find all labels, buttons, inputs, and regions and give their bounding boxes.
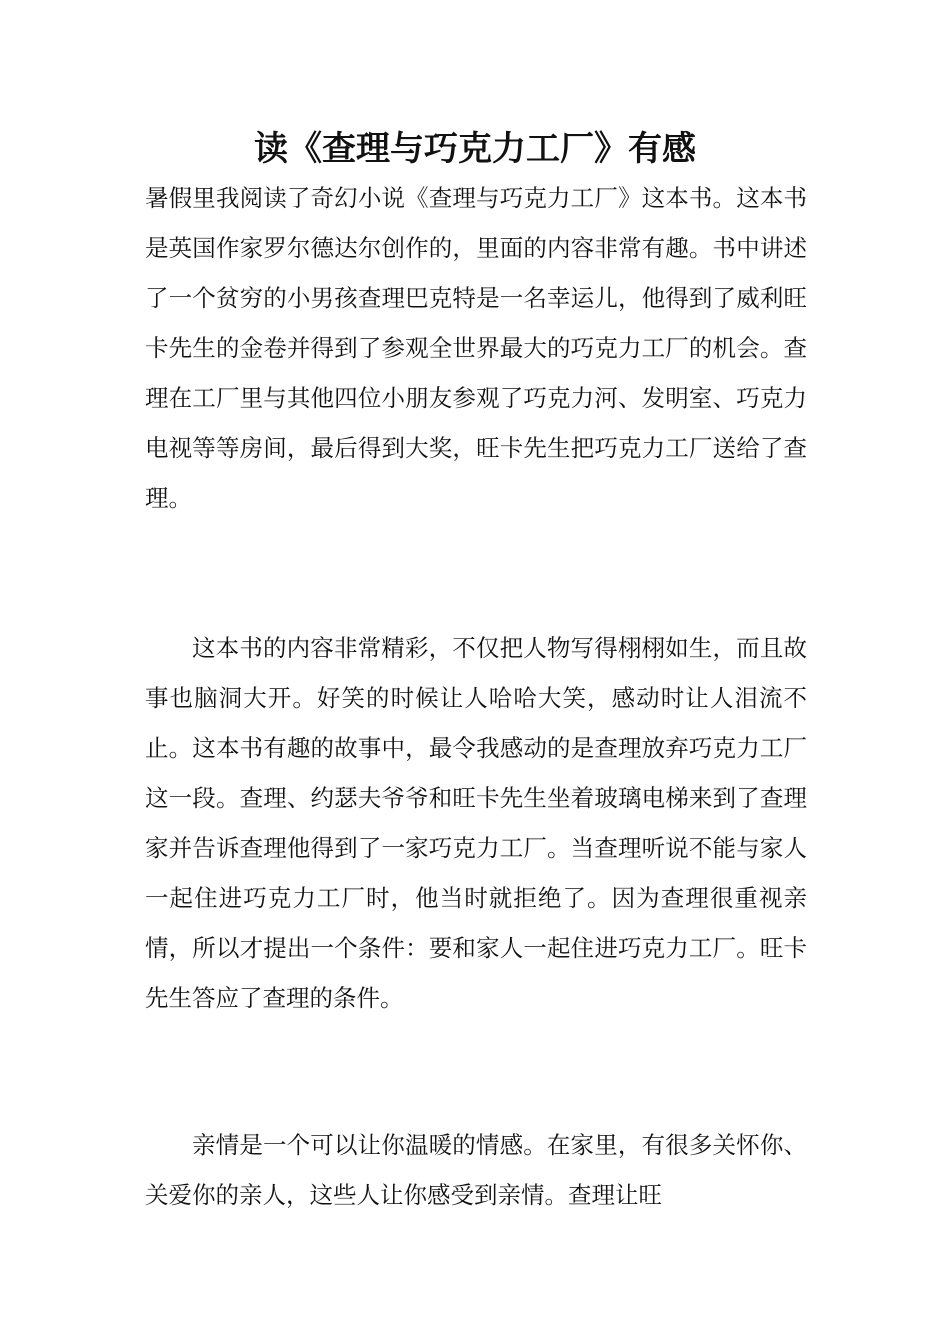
paragraph-2: 这本书的内容非常精彩，不仅把人物写得栩栩如生，而且故事也脑洞大开。好笑的时候让人哈哈大笑，感动时让人泪流不止。这本书有趣的故事中，最令我感动的是查理放弃巧克力工厂这一段。查理、约瑟夫爷爷和旺卡先生坐着玻璃电梯来到了查理家并告诉查理他得到了一家巧克力工厂。当查理听说不能与家人一起住进巧克力工厂时，他当时就拒绝了。因为查理很重视亲情，所以才提出一个条件：要和家人一起住进巧克力工厂。旺卡先生答应了查理的条件。 <box>145 634 807 1012</box>
document-title: 读《查理与巧克力工厂》有感 <box>254 129 696 169</box>
paragraph-1: 暑假里我阅读了奇幻小说《查理与巧克力工厂》这本书。这本书是英国作家罗尔德达尔创作的，里面的内容非常有趣。书中讲述了一个贫穷的小男孩查理巴克特是一名幸运儿，他得到了威利旺卡先生的金卷并得到了参观全世界最大的巧克力工厂的机会。查理在工厂里与其他四位小朋友参观了巧克力河、发明室、巧克力电视等等房间，最后得到大奖，旺卡先生把巧克力工厂送给了查理。 <box>145 184 807 512</box>
paragraph-3: 亲情是一个可以让你温暖的情感。在家里，有很多关怀你、关爱你的亲人，这些人让你感受到亲情。查理让旺 <box>145 1131 807 1209</box>
